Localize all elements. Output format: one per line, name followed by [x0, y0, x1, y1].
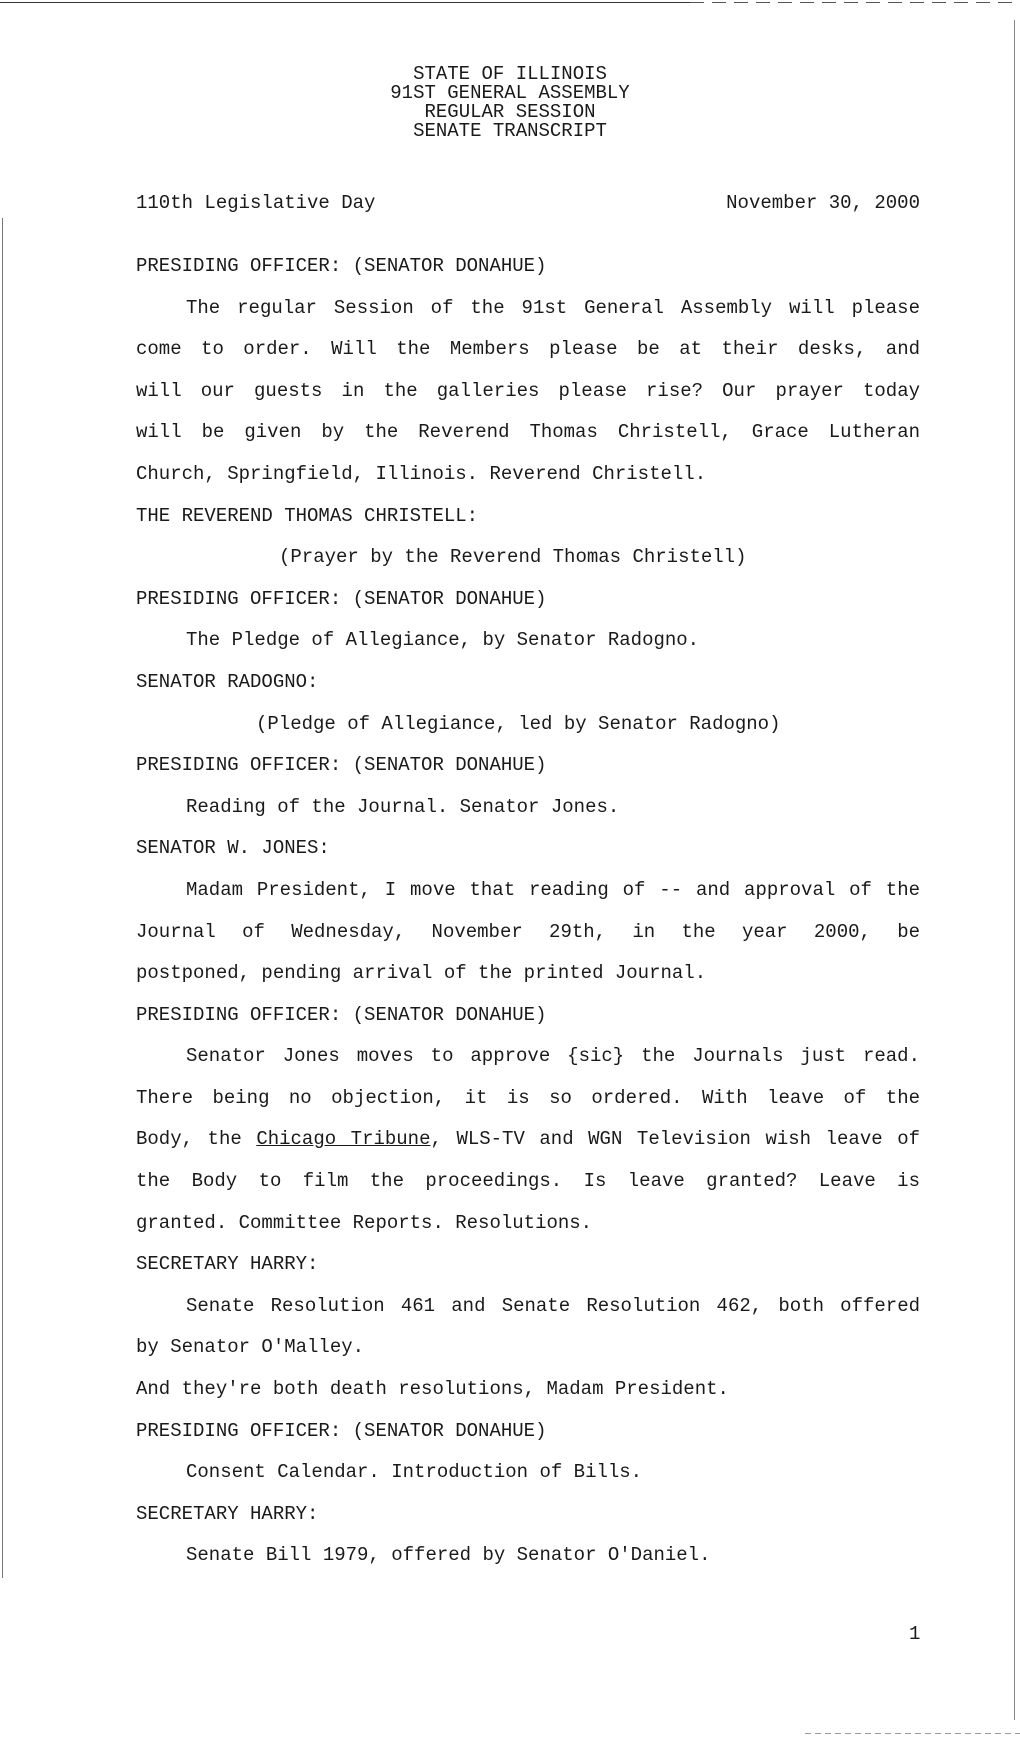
speaker-line: PRESIDING OFFICER: (SENATOR DONAHUE) [136, 1419, 547, 1442]
speaker-line: THE REVEREND THOMAS CHRISTELL: [136, 504, 479, 527]
text-line: Consent Calendar. Introduction of Bills. [186, 1461, 643, 1484]
scan-right-edge [1014, 20, 1015, 1720]
speaker-line: PRESIDING OFFICER: (SENATOR DONAHUE) [136, 1003, 547, 1026]
page-number: 1 [909, 1623, 921, 1645]
header-session: REGULAR SESSION [424, 101, 596, 123]
text-line [136, 1128, 920, 1170]
text-line: come to order. Will the Members please be at their desks, and [136, 338, 920, 361]
text-line: Senate Resolution 461 and Senate Resolution 462, both offered [186, 1294, 920, 1317]
text-line: will our guests in the galleries please rise? Our prayer today [136, 379, 920, 402]
text-line: Madam President, I move that reading of -- and approval of the [186, 878, 920, 901]
text-line: by Senator O'Malley. [136, 1336, 365, 1359]
text-line: The regular Session of the 91st General Assembly will please [186, 296, 920, 319]
session-date: November 30, 2000 [726, 192, 920, 214]
speaker-line: SENATOR W. JONES: [136, 837, 330, 860]
text-line: Senate Bill 1979, offered by Senator O'Daniel. [186, 1544, 711, 1567]
text-line: Senator Jones moves to approve {sic} the Journals just read. [186, 1045, 920, 1068]
scan-top-border [0, 0, 1020, 4]
header-assembly: 91ST GENERAL ASSEMBLY [390, 82, 630, 104]
text-segment: Body, the [136, 1128, 257, 1151]
text-line: Church, Springfield, Illinois. Reverend Christell. [136, 462, 707, 485]
speaker-line: PRESIDING OFFICER: (SENATOR DONAHUE) [136, 587, 547, 610]
text-line: the Body to film the proceedings. Is leave granted? Leave is [136, 1170, 920, 1193]
speaker-line: PRESIDING OFFICER: (SENATOR DONAHUE) [136, 255, 547, 277]
header-state: STATE OF ILLINOIS [413, 63, 607, 85]
chicago-tribune-title: Chicago Tribune [256, 1128, 431, 1151]
speaker-line: PRESIDING OFFICER: (SENATOR DONAHUE) [136, 754, 547, 777]
text-line: Reading of the Journal. Senator Jones. [186, 795, 620, 818]
scan-left-edge [2, 218, 3, 1578]
speaker-line: SECRETARY HARRY: [136, 1253, 319, 1276]
text-line: Journal of Wednesday, November 29th, in the year 2000, be [136, 920, 920, 943]
header-transcript: SENATE TRANSCRIPT [413, 120, 607, 142]
legislative-day: 110th Legislative Day [136, 192, 376, 214]
stage-direction: (Pledge of Allegiance, led by Senator Radogno) [256, 712, 781, 735]
speaker-line: SECRETARY HARRY: [136, 1502, 319, 1525]
text-line: And they're both death resolutions, Madam President. [136, 1378, 729, 1401]
text-line: postponed, pending arrival of the printed Journal. [136, 962, 707, 985]
scan-bottom-edge [805, 1733, 1020, 1734]
text-line: The Pledge of Allegiance, by Senator Radogno. [186, 629, 700, 652]
document-header [0, 65, 1020, 141]
speaker-line: SENATOR RADOGNO: [136, 670, 319, 693]
scan-top-line [0, 2, 690, 3]
transcript-body [136, 255, 920, 1586]
text-segment: , WLS-TV and WGN Television wish leave of [430, 1128, 920, 1151]
stage-direction: (Prayer by the Reverend Thomas Christell) [279, 546, 747, 569]
text-line: granted. Committee Reports. Resolutions. [136, 1211, 593, 1234]
text-line: will be given by the Reverend Thomas Christell, Grace Lutheran [136, 421, 920, 444]
scan-top-dashes [690, 2, 1020, 3]
text-line: There being no objection, it is so ordered. With leave of the [136, 1086, 920, 1109]
